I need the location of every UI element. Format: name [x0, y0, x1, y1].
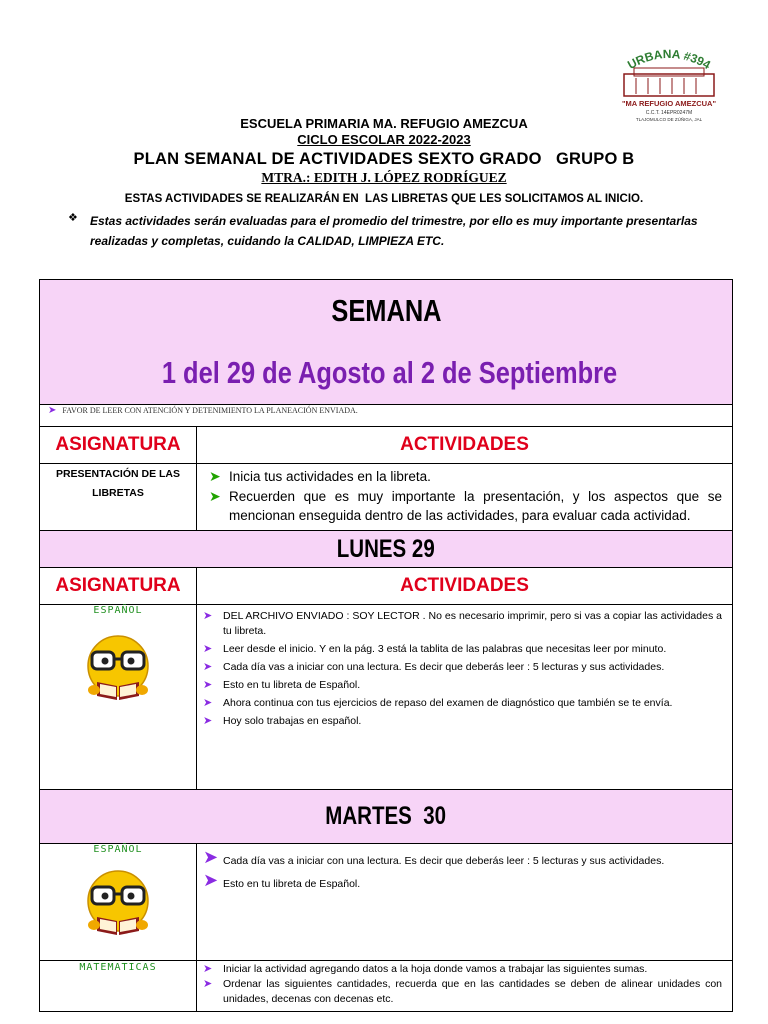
list-item: ➤ Ordenar las siguientes cantidades, recuerda que en las cantidades se deben de alinear unidades con unidades, decenas con decenas etc. [223, 977, 722, 1007]
list-item: ➤ Recuerden que es muy importante la presentación, y los aspectos que se mencionan enseguida dentro de las actividades, para evaluar cada actividad. [229, 487, 722, 525]
list-item: ➤ Esto en tu libreta de Español. [223, 678, 722, 693]
diamond-bullet-icon: ❖ [68, 212, 78, 224]
list-item: ➤ DEL ARCHIVO ENVIADO : SOY LECTOR . No es necesario imprimir, pero si vas a copiar las actividades a tu libreta. [223, 609, 722, 639]
monday-subject-cell [40, 605, 197, 790]
monday-activities [197, 605, 733, 790]
tuesday-subject-cell [40, 844, 197, 961]
activities-column-header: ACTIVIDADES [197, 427, 733, 464]
subject-espanol: ESPAÑOL [93, 605, 143, 616]
reading-emoji-icon [80, 630, 156, 706]
logo-arc-text: URBANA #394 [625, 46, 713, 73]
tuesday-title: MARTES 30 [325, 802, 447, 830]
list-item: ➤ Hoy solo trabajas en español. [223, 714, 722, 729]
monday-activity-list [197, 605, 732, 736]
evaluation-note-text: Estas actividades serán evaluadas para el promedio del trimestre, por ello es muy importante presentarlas realizadas y completas, cuidando la CALIDAD, LIMPIEZA ETC. [90, 214, 698, 248]
arrow-bullet-icon: ➤ [48, 405, 57, 416]
tuesday-activity-list [197, 844, 732, 904]
school-cycle: CICLO ESCOLAR 2022-2023 [297, 132, 471, 147]
list-item: ➤ Cada día vas a iniciar con una lectura. Es decir que deberás leer : 5 lecturas y sus actividades. [223, 854, 722, 869]
monday-header [40, 531, 733, 568]
logo-name: "MA REFUGIO AMEZCUA" [621, 99, 717, 108]
list-item: ➤ Cada día vas a iniciar con una lectura. Es decir que deberás leer : 5 lecturas y sus actividades. [223, 660, 722, 675]
math-subject-cell [40, 961, 197, 1012]
school-logo [610, 44, 728, 126]
list-item: ➤ Esto en tu libreta de Español. [223, 877, 722, 892]
week-word: SEMANA [331, 293, 441, 328]
subject-matematicas: MATEMATICAS [79, 962, 157, 973]
list-item: ➤ Ahora continua con tus ejercicios de repaso del examen de diagnóstico que también se te envía. [223, 696, 722, 711]
intro-subject [40, 464, 197, 531]
reading-reminder: FAVOR DE LEER CON ATENCIÓN Y DETENIMIENTO LA PLANEACIÓN ENVIADA. [62, 406, 358, 415]
tuesday-activities [197, 844, 733, 961]
list-item: ➤ Leer desde el inicio. Y en la pág. 3 está la tablita de las palabras que necesitas leer por minuto. [223, 642, 722, 657]
subject-espanol: ESPAÑOL [93, 844, 143, 855]
activities-column-header: ACTIVIDADES [197, 568, 733, 605]
math-activity-list [197, 961, 732, 1009]
subject-column-header: ASIGNATURA [40, 568, 197, 605]
intro-subject-label: PRESENTACIÓN DE LAS LIBRETAS [55, 468, 181, 499]
monday-title: LUNES 29 [337, 534, 435, 563]
list-item: ➤ Iniciar la actividad agregando datos a la hoja donde vamos a trabajar las siguientes sumas. [223, 962, 722, 977]
teacher-name: MTRA.: EDITH J. LÓPEZ RODRÍGUEZ [261, 170, 507, 185]
math-activities [197, 961, 733, 1012]
week-title [102, 280, 669, 404]
reading-reminder-cell [40, 405, 733, 427]
list-item: ➤ Inicia tus actividades en la libreta. [229, 467, 722, 486]
intro-activity-list [197, 464, 732, 530]
week-title-cell [40, 280, 733, 405]
intro-activities [197, 464, 733, 531]
school-name: ESCUELA PRIMARIA MA. REFUGIO AMEZCUA [240, 116, 528, 131]
week-dates: 1 del 29 de Agosto al 2 de Septiembre [154, 355, 618, 390]
logo-city: TLAJOMULCO DE ZÚÑIGA, JAL [635, 117, 703, 122]
tuesday-header [40, 790, 733, 844]
evaluation-note [68, 211, 718, 251]
weekly-plan-table [39, 279, 733, 1012]
logo-cct: C.C.T. 14EPR0247M [645, 110, 693, 116]
notebook-notice: ESTAS ACTIVIDADES SE REALIZARÁN EN LAS LIBRETAS QUE LES SOLICITAMOS AL INICIO. [124, 193, 644, 205]
subject-column-header: ASIGNATURA [40, 427, 197, 464]
reading-emoji-icon [80, 865, 156, 941]
plan-title: PLAN SEMANAL DE ACTIVIDADES SEXTO GRADO GRUPO B [133, 150, 635, 168]
